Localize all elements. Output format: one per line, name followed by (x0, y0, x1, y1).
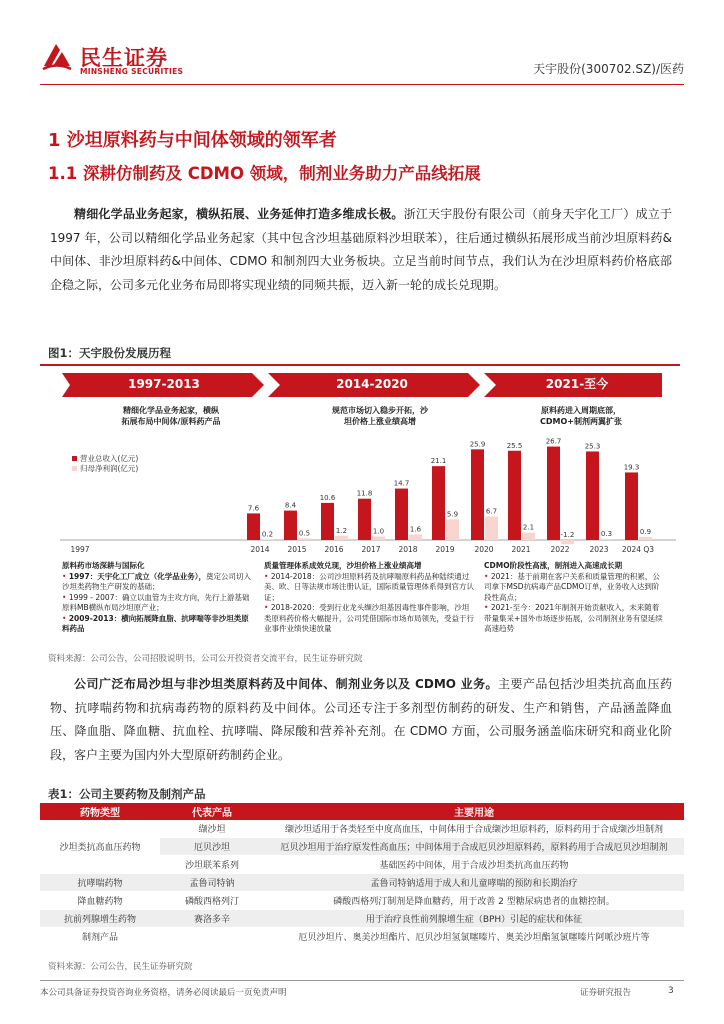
bar-revenue (471, 449, 484, 540)
timeline-item: • 1997：天宇化工厂成立（化学品业务），奠定公司切入沙坦类药物生产研发的基础； (62, 571, 251, 591)
x-tick-label: 2021 (511, 545, 531, 554)
data-label-revenue: 7.6 (247, 504, 260, 513)
business-paragraph (50, 673, 672, 767)
timeline-col-2 (264, 561, 474, 635)
data-label-profit: 1.2 (335, 526, 348, 535)
timeline-item: • 2021：基于前期在客户关系和质量管理的积累，公司拿下MSD抗病毒产品CDMO订单，业务收入达到阶段性高点； (484, 571, 660, 602)
figure-source: 资料来源：公司公告，公司招股说明书，公司公开投资者交流平台，民生证券研究院 (48, 654, 363, 664)
data-label-profit: 6.7 (485, 507, 498, 516)
table-cell: 磷酸西格列汀制剂是降血糖药，用于改善 2 型糖尿病患者的血糖控制。 (264, 892, 684, 910)
data-label-profit: 1.0 (372, 527, 385, 536)
legend-swatch (72, 466, 77, 471)
logo-en-text: MINSHENG SECURITIES (80, 67, 184, 76)
bar-profit (409, 534, 422, 540)
bar-revenue (395, 489, 408, 540)
bar-profit (372, 537, 385, 541)
footer-report-type: 证券研究报告 (580, 988, 632, 998)
minsheng-logo-icon (40, 40, 74, 74)
table-cell: 基础医药中间体，用于合成沙坦类抗高血压药物 (264, 856, 684, 874)
table-cell: 厄贝沙坦 (160, 838, 264, 856)
table-cell: 缬沙坦 (160, 820, 264, 838)
table-cell: 降血糖药物 (40, 892, 160, 910)
timeline-item: • 1999 - 2007：确立以血管为主攻方向，先行上游基础原料MB横纵布局沙坦原产业； (62, 592, 250, 612)
logo-cn-text: 民生证券 (80, 46, 168, 70)
table-header: 代表产品 (160, 803, 264, 820)
bar-revenue (432, 466, 445, 540)
bar-profit (600, 539, 613, 540)
bar-revenue (284, 511, 297, 540)
table-header-row (40, 803, 684, 820)
phase-desc-3: 原料药进入周期底部， CDMO+制剂两翼扩张 (540, 406, 622, 426)
x-tick-label: 2022 (550, 545, 570, 554)
revenue-profit-chart (60, 428, 680, 558)
phase-desc-1: 精细化学品业务起家，横纵 拓展布局中间体/原料药产品 (121, 406, 221, 426)
table-header: 主要用途 (264, 803, 684, 820)
bar-revenue (321, 503, 334, 540)
bar-revenue (247, 513, 260, 540)
x-tick-label: 2024 Q3 (621, 545, 655, 554)
table-cell: 磷酸西格列汀 (160, 892, 264, 910)
data-label-profit: -1.2 (560, 531, 575, 539)
business-lead: 公司广泛布局沙坦与非沙坦类原料药及中间体、制剂业务以及 CDMO 业务。 (74, 677, 498, 691)
data-label-revenue: 8.4 (284, 501, 297, 510)
table-row (40, 910, 684, 928)
legend-label: 营业总收入(亿元) (80, 454, 139, 463)
table-source: 资料来源：公司公告，民生证券研究院 (48, 962, 193, 972)
bar-profit (522, 533, 535, 540)
x-tick-label: 2016 (324, 545, 344, 554)
table-cell: 抗前列腺增生药物 (40, 910, 160, 928)
phase-desc-2: 规范市场切入稳步开拓，沙 坦价格上涨业绩高增 (332, 406, 428, 426)
data-label-revenue: 21.1 (430, 457, 447, 466)
figure-title-rule (40, 364, 680, 366)
table-row (40, 892, 684, 910)
x-tick-label: 2020 (474, 545, 494, 554)
page-number: 3 (668, 986, 674, 996)
timeline-col-3-title: CDMO阶段性高涨，制剂进入高速成长期 (484, 561, 623, 570)
bar-profit (485, 517, 498, 540)
table-cell: 制剂产品 (40, 928, 160, 946)
products-table (40, 803, 684, 946)
data-label-revenue: 14.7 (393, 479, 410, 488)
table-cell: 孟鲁司特钠适用于成人和儿童哮喘的预防和长期治疗 (264, 874, 684, 892)
timeline-item: • 2014-2018：公司沙坦原料药及抗哮喘原料药品种陆续通过美、欧、日等法规市场注册认证，国际质量管理体系得到官方认证； (264, 571, 474, 602)
bar-profit (298, 538, 311, 540)
x-tick-label: 2014 (250, 545, 270, 554)
data-label-profit: 0.5 (298, 529, 311, 538)
table-cell (160, 928, 264, 946)
intro-lead: 精细化学品业务起家，横纵拓展、业务延伸打造多维成长极。 (74, 207, 404, 221)
timeline-col-1 (62, 561, 252, 635)
table-cell: 缬沙坦适用于各类轻至中度高血压，中间体用于合成缬沙坦原料药，原料药用于合成缬沙坦制剂 (264, 820, 684, 838)
footer-disclaimer: 本公司具备证券投资咨询业务资格，请务必阅读最后一页免责声明 (40, 988, 287, 998)
table-row (40, 928, 684, 946)
table-cell: 用于治疗良性前列腺增生症（BPH）引起的症状和体征 (264, 910, 684, 928)
section-heading: 1 沙坦原料药与中间体领域的领军者 (48, 130, 337, 151)
data-label-revenue: 25.9 (469, 440, 486, 449)
timeline-col-1-title: 原料药市场深耕与国际化 (62, 561, 145, 570)
data-label-revenue: 11.8 (356, 489, 373, 498)
x-tick-label: 2019 (435, 545, 455, 554)
table-cell: 抗哮喘药物 (40, 874, 160, 892)
data-label-profit: 1.6 (409, 525, 422, 534)
subsection-heading: 1.1 深耕仿制药及 CDMO 领域，制剂业务助力产品线拓展 (48, 164, 481, 183)
x-tick-label: 2015 (287, 545, 307, 554)
timeline-col-3 (484, 561, 664, 635)
table-cell: 沙坦联苯系列 (160, 856, 264, 874)
report-subject: 天宇股份(300702.SZ)/医药 (533, 62, 684, 76)
timeline-item: • 2009-2013：横向拓展降血脂、抗哮喘等非沙坦类原料药品 (62, 613, 249, 633)
data-label-revenue: 26.7 (545, 437, 562, 446)
x-tick-label: 2018 (398, 545, 418, 554)
business-body: 主要产品包括沙坦类抗高血压药物、抗哮喘药物和抗病毒药物的原料药及中间体。公司还专注于多剂型仿制药的研发、生产和销售，产品涵盖降血压、降血脂、降血糖、抗血栓、抗哮喘、降尿酸和营养补充剂。在 CDMO 方面，公司服务涵盖临床研究和商业化阶段，客户主要为国内外大型原研药制药企业。 (50, 677, 672, 762)
data-label-profit: 0.3 (600, 529, 613, 538)
data-label-revenue: 10.6 (319, 493, 336, 502)
bar-profit (561, 540, 574, 544)
data-label-profit: 0.2 (261, 530, 274, 539)
table-cell: 厄贝沙坦用于治疗原发性高血压；中间体用于合成厄贝沙坦原料药，原料药用于合成厄贝沙坦制剂 (264, 838, 684, 856)
data-label-revenue: 25.5 (506, 441, 523, 450)
header-divider (40, 84, 684, 85)
bar-revenue (358, 499, 371, 540)
timeline-item: • 2018-2020：受到行业龙头缬沙坦基因毒性事件影响，沙坦类原料药价格大幅提升，公司凭借国际市场布局领先，受益于行业事件业绩快速放量 (264, 603, 474, 633)
table-cell: 孟鲁司特钠 (160, 874, 264, 892)
brand-logo (40, 40, 190, 80)
table-cell: 厄贝沙坦片、奥美沙坦酯片、厄贝沙坦氢氯噻嗪片、奥美沙坦酯氢氯噻嗪片阿哌沙班片等 (264, 928, 684, 946)
data-label-profit: 0.9 (639, 527, 652, 536)
bar-profit (639, 537, 652, 540)
table-cell: 沙坦类抗高血压药物 (40, 820, 160, 874)
x-tick-label: 2023 (589, 545, 609, 554)
bar-profit (446, 519, 459, 540)
x-tick-label: 1997 (70, 545, 90, 554)
phase-label-3: 2021-至今 (545, 377, 609, 391)
legend-label: 归母净利润(亿元) (80, 464, 139, 473)
legend-swatch (72, 456, 77, 461)
timeline-col-2-title: 质量管理体系成效兑现，沙坦价格上涨业绩高增 (264, 561, 422, 570)
x-tick-label: 2017 (361, 545, 381, 554)
timeline-item: • 2021-至今：2021年制剂开始贡献收入，未来随着带量集采+国外市场逐步拓展，公司制剂业务有望延续高速趋势 (484, 603, 663, 633)
table-row (40, 874, 684, 892)
table-title: 表1：公司主要药物及制剂产品 (48, 787, 206, 801)
data-label-revenue: 25.3 (584, 442, 601, 451)
bar-profit (261, 539, 274, 540)
intro-paragraph (50, 203, 672, 297)
data-label-revenue: 19.3 (623, 463, 640, 472)
table-header: 药物类型 (40, 803, 160, 820)
table-row (40, 820, 684, 838)
intro-body: 浙江天宇股份有限公司（前身天宇化工厂）成立于 1997 年，公司以精细化学品业务起家（其中包含沙坦基础原料沙坦联苯），往后通过横纵拓展形成当前沙坦原料药&中间体、非沙坦原料药&中间体、CDMO 和制剂四大业务板块。立足当前时间节点，我们认为在沙坦原料药价格底部企稳之际，公司多元化业务布局即将实现业绩的同频共振，迈入新一轮的成长兑现期。 (50, 207, 672, 292)
bar-revenue (547, 447, 560, 540)
bar-revenue (625, 472, 638, 540)
bar-profit (335, 536, 348, 540)
phase-label-1: 1997-2013 (128, 377, 200, 391)
bar-revenue (508, 451, 521, 540)
phase-label-2: 2014-2020 (336, 377, 408, 391)
data-label-profit: 2.1 (522, 523, 535, 532)
figure-title: 图1：天宇股份发展历程 (48, 346, 172, 360)
footer-divider (40, 980, 684, 981)
bar-revenue (586, 451, 599, 540)
table-cell: 赛洛多辛 (160, 910, 264, 928)
data-label-profit: 5.9 (446, 510, 459, 519)
